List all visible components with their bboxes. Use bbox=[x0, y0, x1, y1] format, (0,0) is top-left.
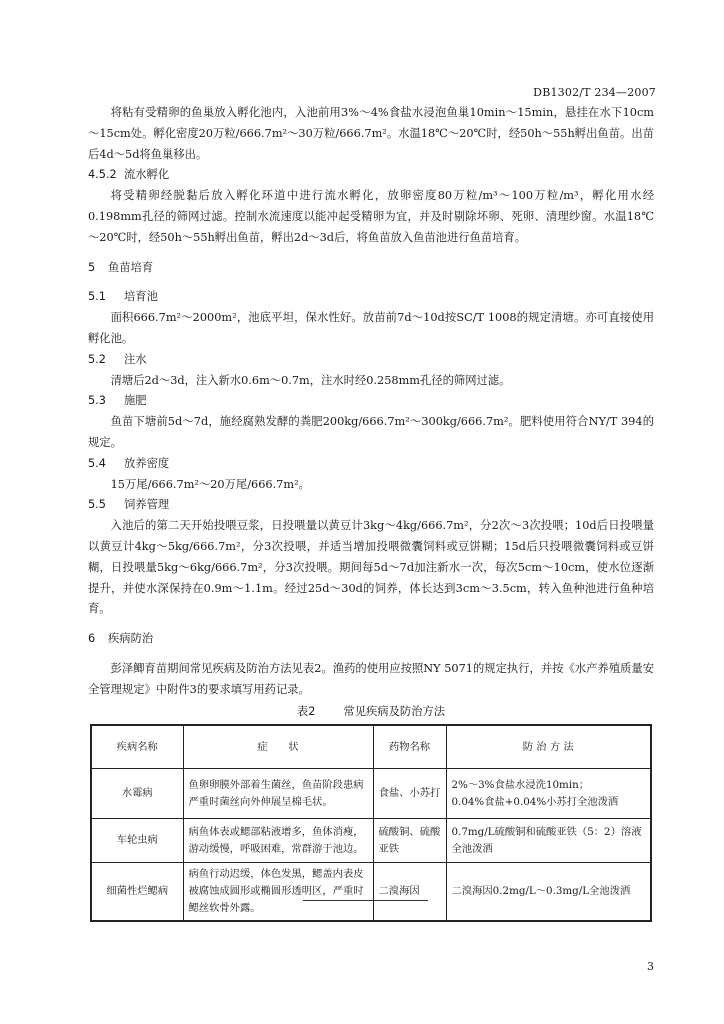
cell-disease-name: 细菌性烂鳃病 bbox=[91, 863, 183, 921]
paragraph-451-continued: 将粘有受精卵的鱼巢放入孵化池内，入池前用3%～4%食盐水浸泡鱼巢10min～15min，悬挂在水下10cm～15cm处。孵化密度20万粒/666.7m²～30万粒/666.7m²。水温18℃～20℃时，经50h～55h孵出鱼苗。出苗后4d～5d将鱼巢移出。 bbox=[88, 106, 654, 161]
table-row bbox=[91, 863, 651, 921]
paragraph-5-4: 15万尾/666.7m²～20万尾/666.7m²。 bbox=[110, 477, 310, 491]
table-caption bbox=[88, 702, 654, 723]
header-drug: 药物名称 bbox=[373, 725, 446, 769]
disease-table bbox=[90, 724, 652, 922]
cell-method: 0.7mg/L硫酸铜和硫酸亚铁（5：2）溶液全池泼洒 bbox=[446, 819, 651, 863]
heading-5-3: 5.3 施肥 bbox=[88, 394, 147, 408]
heading-5-2: 5.2 注水 bbox=[88, 352, 147, 366]
paragraph-5-1: 面积666.7m²～2000m²，池底平坦，保水性好。放苗前7d～10d按SC/T 1008的规定清塘。亦可直接使用孵化池。 bbox=[88, 311, 654, 345]
cell-method: 2%～3%食盐水浸洗10min； 0.04%食盐+0.04%小苏打全池泼洒 bbox=[446, 769, 651, 819]
header-disease-name: 疾病名称 bbox=[91, 725, 183, 769]
table-title: 常见疾病及防治方法 bbox=[343, 704, 446, 718]
table-label: 表2 bbox=[296, 704, 316, 718]
page-number: 3 bbox=[647, 960, 654, 973]
header-symptom: 症 状 bbox=[183, 725, 373, 769]
heading-6: 6 疾病防治 bbox=[88, 632, 154, 646]
end-rule bbox=[303, 900, 428, 901]
cell-drug: 硫酸铜、硫酸亚铁 bbox=[373, 819, 446, 863]
document-code: DB1302/T 234—2007 bbox=[533, 86, 656, 99]
cell-symptom: 病鱼行动迟缓，体色发黑，鳃盖内表皮被腐蚀成圆形或椭圆形透明区，严重时鳃丝软骨外露。 bbox=[183, 863, 373, 921]
cell-method: 二溴海因0.2mg/L～0.3mg/L全池泼洒 bbox=[446, 863, 651, 921]
heading-5: 5 鱼苗培育 bbox=[88, 260, 154, 274]
paragraph-5-5: 入池后的第二天开始投喂豆浆，日投喂量以黄豆计3kg～4kg/666.7m²，分2次～3次投喂；10d后日投喂量以黄豆计4kg～5kg/666.7m²，分3次投喂，并适当增加投喂微囊饲料或豆饼糊；15d后只投喂微囊饲料或豆饼糊，日投喂量5kg～6kg/666.7m²，分3次投喂。期间每5d～7d加注新水一次，每次5cm～10cm，使水位逐渐提升，并使水深保持在0.9m～1.1m。经过25d～30d的饲养，体长达到3cm～3.5cm，转入鱼种池进行鱼种培育。 bbox=[88, 519, 654, 616]
document-body bbox=[88, 103, 654, 922]
table-row bbox=[91, 769, 651, 819]
heading-4-5-2: 4.5.2 流水孵化 bbox=[88, 168, 170, 182]
header-method: 防 治 方 法 bbox=[446, 725, 651, 769]
cell-drug: 食盐、小苏打 bbox=[373, 769, 446, 819]
paragraph-6: 彭泽鲫育苗期间常见疾病及防治方法见表2。渔药的使用应按照NY 5071的规定执行，并按《水产养殖质量安全管理规定》中附件3的要求填写用药记录。 bbox=[88, 661, 654, 696]
heading-5-4: 5.4 放养密度 bbox=[88, 456, 170, 470]
paragraph-5-2: 清塘后2d～3d，注入新水0.6m～0.7m，注水时经0.258mm孔径的筛网过滤。 bbox=[110, 373, 511, 387]
cell-disease-name: 水霉病 bbox=[91, 769, 183, 819]
cell-drug: 二溴海因 bbox=[373, 863, 446, 921]
cell-symptom: 病鱼体表或鳃部粘液增多，鱼体消瘦，游动缓慢，呼吸困难，常群游于池边。 bbox=[183, 819, 373, 863]
cell-disease-name: 车轮虫病 bbox=[91, 819, 183, 863]
table-row bbox=[91, 819, 651, 863]
table-header-row bbox=[91, 725, 651, 769]
paragraph-5-3: 鱼苗下塘前5d～7d，施经腐熟发酵的粪肥200kg/666.7m²～300kg/666.7m²。肥料使用符合NY/T 394的规定。 bbox=[88, 415, 654, 449]
paragraph-4-5-2: 将受精卵经脱黏后放入孵化环道中进行流水孵化，放卵密度80万粒/m³～100万粒/m³，孵化用水经0.198mm孔径的筛网过滤。控制水流速度以能冲起受精卵为宜，并及时剔除坏卵、死卵、清理纱窗。水温18℃～20℃时，经50h～55h孵出鱼苗，孵出2d～3d后，将鱼苗放入鱼苗池进行鱼苗培育。 bbox=[88, 189, 654, 244]
cell-symptom: 鱼卵卵膜外部着生菌丝，鱼苗阶段患病严重时菌丝向外伸展呈棉毛状。 bbox=[183, 769, 373, 819]
heading-5-5: 5.5 饲养管理 bbox=[88, 498, 170, 512]
heading-5-1: 5.1 培育池 bbox=[88, 290, 158, 304]
